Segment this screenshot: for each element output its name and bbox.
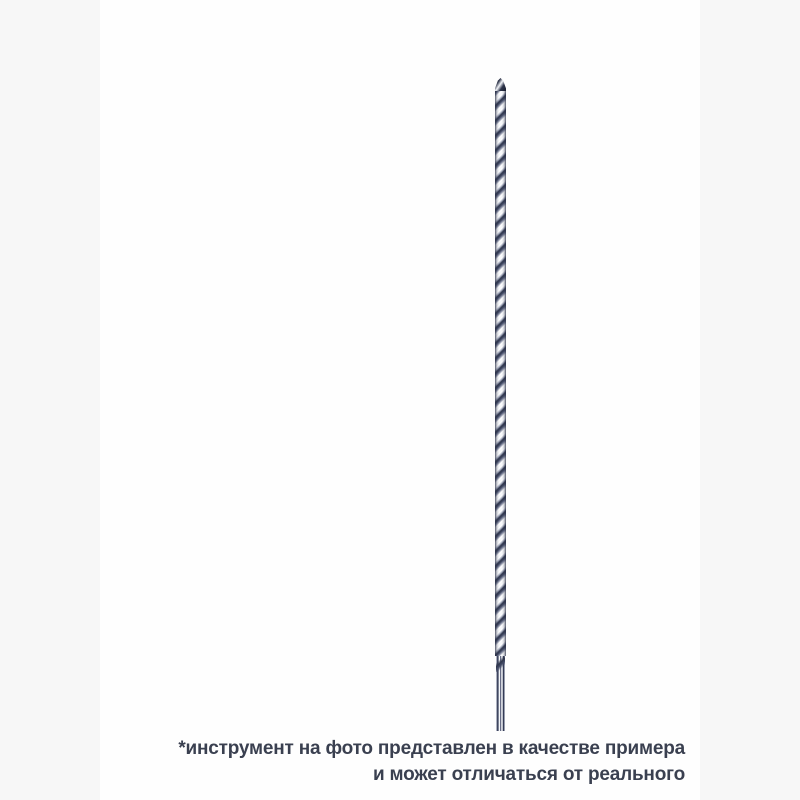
drill-bit-flute-runout <box>496 656 505 672</box>
drill-bit-tip <box>495 78 506 91</box>
drill-bit-flutes <box>495 91 506 656</box>
product-photo-panel <box>100 0 700 800</box>
drill-bit-shank <box>496 672 505 731</box>
twist-drill-bit-icon <box>495 78 506 731</box>
disclaimer-line-1: *инструмент на фото представлен в качестве примера <box>178 738 685 759</box>
disclaimer-caption <box>178 736 685 788</box>
disclaimer-line-2: и может отличаться от реального <box>372 764 685 785</box>
